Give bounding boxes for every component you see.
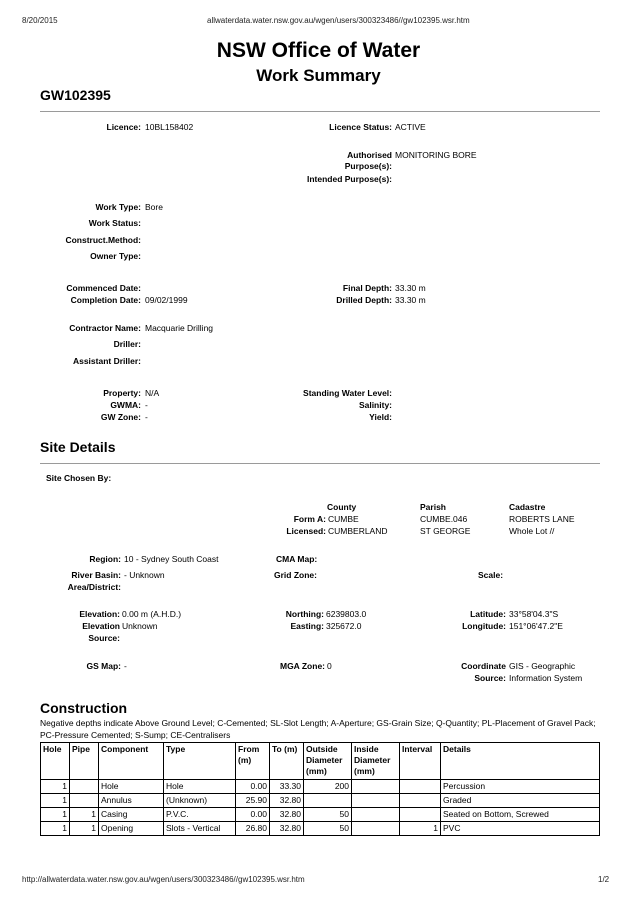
cell-pipe: 1 <box>70 808 99 822</box>
region-label: Region: <box>89 554 121 564</box>
purposes-label: Purpose(s): <box>344 161 392 171</box>
cell-hole: 1 <box>41 780 70 794</box>
work-type-value: Bore <box>145 202 163 212</box>
coordinate-source-value: GIS - Geographic <box>509 661 576 671</box>
elevation-source-value: Unknown <box>122 621 158 631</box>
drilled-depth-value: 33.30 m <box>395 295 426 305</box>
table-row <box>41 808 600 822</box>
elevation-source-label: Elevation <box>82 621 120 631</box>
river-basin-label: River Basin: <box>71 570 121 580</box>
licensed-county: CUMBERLAND <box>328 526 388 536</box>
easting-value: 325672.0 <box>326 621 362 631</box>
cadastre-header: Cadastre <box>509 502 546 512</box>
cell-from: 0.00 <box>236 780 270 794</box>
cell-details: Seated on Bottom, Screwed <box>441 808 600 822</box>
work-id: GW102395 <box>40 87 111 103</box>
gs-map-value: - <box>124 661 127 671</box>
page-subtitle: Work Summary <box>256 66 381 85</box>
licensed-cadastre: Whole Lot // <box>509 526 555 536</box>
parish-header: Parish <box>420 502 446 512</box>
cell-hole: 1 <box>41 808 70 822</box>
cell-pipe <box>70 794 99 808</box>
cell-outside-diameter: 50 <box>304 822 352 836</box>
owner-type-label: Owner Type: <box>90 251 141 261</box>
cell-inside-diameter <box>352 794 400 808</box>
site-chosen-label: Site Chosen By: <box>46 473 112 483</box>
cell-type: Hole <box>164 780 236 794</box>
yield-label: Yield: <box>369 412 392 422</box>
cell-type: (Unknown) <box>164 794 236 808</box>
coordinate-source-label-2: Source: <box>474 673 506 683</box>
col-inside-diameter: Inside Diameter (mm) <box>352 743 400 780</box>
form-a-label: Form A: <box>293 514 326 524</box>
county-header: County <box>327 502 357 512</box>
form-a-county: CUMBE <box>328 514 359 524</box>
cell-to: 32.80 <box>270 794 304 808</box>
gw-zone-value: - <box>145 412 148 422</box>
cell-to: 33.30 <box>270 780 304 794</box>
col-pipe: Pipe <box>70 743 99 780</box>
col-details: Details <box>441 743 600 780</box>
cell-inside-diameter <box>352 780 400 794</box>
table-row <box>41 794 600 808</box>
col-from: From (m) <box>236 743 270 780</box>
cell-details: Percussion <box>441 780 600 794</box>
cell-from: 0.00 <box>236 808 270 822</box>
scale-label: Scale: <box>478 570 504 580</box>
form-a-parish: CUMBE.046 <box>420 514 468 524</box>
table-row <box>41 822 600 836</box>
cell-details: PVC <box>441 822 600 836</box>
print-footer-url: http://allwaterdata.water.nsw.gov.au/wgen/users/300323486//gw102395.wsr.htm <box>22 875 305 884</box>
cell-component: Annulus <box>99 794 164 808</box>
cell-pipe: 1 <box>70 822 99 836</box>
latitude-label: Latitude: <box>470 609 506 619</box>
cell-component: Casing <box>99 808 164 822</box>
elevation-label: Elevation: <box>79 609 120 619</box>
cell-interval: 1 <box>400 822 441 836</box>
cell-to: 32.80 <box>270 808 304 822</box>
cell-to: 32.80 <box>270 822 304 836</box>
construction-heading: Construction <box>40 700 128 716</box>
print-page-number: 1/2 <box>598 875 610 884</box>
work-status-label: Work Status: <box>88 218 141 228</box>
coordinate-source-label: Coordinate <box>461 661 506 671</box>
coordinate-source-value-2: Information System <box>509 673 583 683</box>
cma-map-label: CMA Map: <box>276 554 318 564</box>
site-details-heading: Site Details <box>40 439 116 455</box>
cell-from: 25.90 <box>236 794 270 808</box>
cell-inside-diameter <box>352 822 400 836</box>
cell-interval <box>400 780 441 794</box>
grid-zone-label: Grid Zone: <box>274 570 317 580</box>
print-date: 8/20/2015 <box>22 16 58 25</box>
cell-outside-diameter: 50 <box>304 808 352 822</box>
print-url: allwaterdata.water.nsw.gov.au/wgen/users/300323486//gw102395.wsr.htm <box>207 16 470 25</box>
elevation-source-label-2: Source: <box>88 633 120 643</box>
cell-component: Hole <box>99 780 164 794</box>
page-title: NSW Office of Water <box>216 39 421 62</box>
construction-table <box>40 742 600 836</box>
authorised-value: MONITORING BORE <box>395 150 477 160</box>
table-row <box>41 780 600 794</box>
area-district-label: Area/District: <box>67 582 121 592</box>
mga-zone-label: MGA Zone: <box>279 661 325 671</box>
latitude-value: 33°58'04.3"S <box>509 609 559 619</box>
cell-interval <box>400 794 441 808</box>
contractor-label: Contractor Name: <box>69 323 141 333</box>
mga-zone-value: 0 <box>327 661 332 671</box>
divider <box>40 111 600 112</box>
property-value: N/A <box>145 388 160 398</box>
completion-date-value: 09/02/1999 <box>145 295 188 305</box>
work-type-label: Work Type: <box>95 202 141 212</box>
col-component: Component <box>99 743 164 780</box>
cell-interval <box>400 808 441 822</box>
elevation-value: 0.00 m (A.H.D.) <box>122 609 182 619</box>
construction-note: Negative depths indicate Above Ground Level; C-Cemented; SL-Slot Length; A-Aperture; GS-Grain Size; Q-Quantity; PL-Placement of Gravel Pack; PC-Pressure Cemented; S-Sump; CE-Centralisers <box>40 718 596 740</box>
cell-details: Graded <box>441 794 600 808</box>
table-header-row <box>41 743 600 780</box>
cell-type: Slots - Vertical <box>164 822 236 836</box>
cell-from: 26.80 <box>236 822 270 836</box>
intended-purposes-label: Intended Purpose(s): <box>306 174 392 184</box>
contractor-value: Macquarie Drilling <box>145 323 214 333</box>
final-depth-value: 33.30 m <box>395 283 426 293</box>
completion-date-label: Completion Date: <box>70 295 141 305</box>
licensed-label: Licensed: <box>286 526 326 536</box>
col-type: Type <box>164 743 236 780</box>
river-basin-value: - Unknown <box>124 570 165 580</box>
drilled-depth-label: Drilled Depth: <box>336 295 392 305</box>
cell-pipe <box>70 780 99 794</box>
easting-label: Easting: <box>290 621 324 631</box>
col-hole: Hole <box>41 743 70 780</box>
driller-label: Driller: <box>113 339 141 349</box>
longitude-label: Longitude: <box>462 621 506 631</box>
licence-status-label: Licence Status: <box>329 122 392 132</box>
cell-outside-diameter <box>304 794 352 808</box>
licence-label: Licence: <box>106 122 141 132</box>
standing-water-level-label: Standing Water Level: <box>303 388 392 398</box>
licence-value: 10BL158402 <box>145 122 194 132</box>
gwma-value: - <box>145 400 148 410</box>
assistant-driller-label: Assistant Driller: <box>72 356 141 366</box>
cell-hole: 1 <box>41 794 70 808</box>
authorised-label: Authorised <box>347 150 392 160</box>
construct-method-label: Construct.Method: <box>65 235 141 245</box>
gs-map-label: GS Map: <box>86 661 121 671</box>
region-value: 10 - Sydney South Coast <box>124 554 219 564</box>
cell-outside-diameter: 200 <box>304 780 352 794</box>
northing-label: Northing: <box>285 609 324 619</box>
divider <box>40 463 600 464</box>
property-label: Property: <box>103 388 141 398</box>
form-a-cadastre: ROBERTS LANE <box>509 514 575 524</box>
northing-value: 6239803.0 <box>326 609 367 619</box>
gw-zone-label: GW Zone: <box>100 412 141 422</box>
longitude-value: 151°06'47.2"E <box>509 621 563 631</box>
licensed-parish: ST GEORGE <box>420 526 471 536</box>
commenced-date-label: Commenced Date: <box>66 283 141 293</box>
cell-hole: 1 <box>41 822 70 836</box>
salinity-label: Salinity: <box>358 400 392 410</box>
cell-type: P.V.C. <box>164 808 236 822</box>
licence-status-value: ACTIVE <box>395 122 426 132</box>
final-depth-label: Final Depth: <box>342 283 392 293</box>
col-to: To (m) <box>270 743 304 780</box>
cell-component: Opening <box>99 822 164 836</box>
gwma-label: GWMA: <box>110 400 141 410</box>
col-interval: Interval <box>400 743 441 780</box>
cell-inside-diameter <box>352 808 400 822</box>
col-outside-diameter: Outside Diameter (mm) <box>304 743 352 780</box>
